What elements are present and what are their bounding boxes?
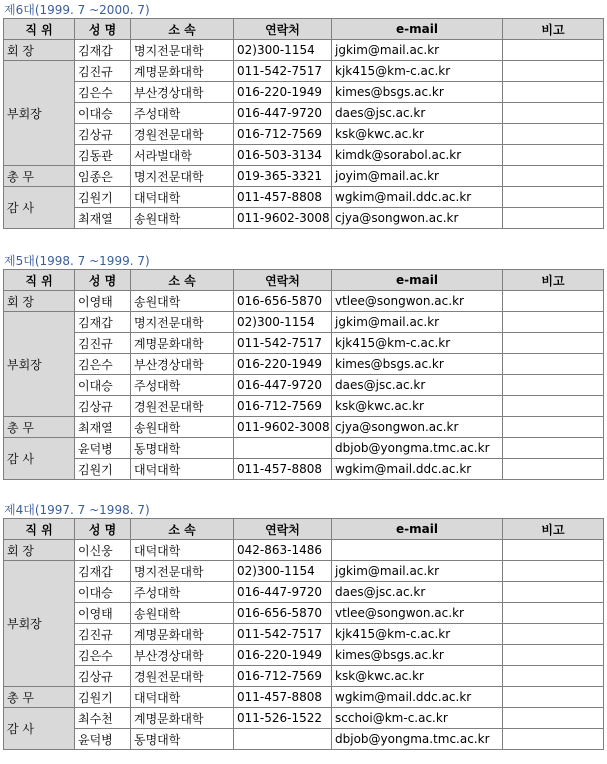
note-cell [503,375,604,396]
table-row [4,582,604,603]
name-cell: 김상규 [75,396,131,417]
column-header: 직 위 [4,270,75,291]
column-header: 비고 [503,519,604,540]
affiliation-cell: 부산경상대학 [131,645,234,666]
note-cell [503,438,604,459]
officer-table [3,18,604,229]
email-cell: jgkim@mail.ac.kr [332,312,503,333]
note-cell [503,666,604,687]
table-row [4,166,604,187]
table-row [4,103,604,124]
email-cell: kimdk@sorabol.ac.kr [332,145,503,166]
role-cell: 부회장 [4,561,75,687]
table-row [4,40,604,61]
role-cell: 감 사 [4,708,75,750]
name-cell: 최수천 [75,708,131,729]
column-header: 직 위 [4,19,75,40]
table-row [4,145,604,166]
name-cell: 이대승 [75,103,131,124]
name-cell: 윤덕병 [75,438,131,459]
table-row [4,354,604,375]
phone-cell: 011-457-8808 [234,687,332,708]
column-header: 연락처 [234,270,332,291]
phone-cell: 016-656-5870 [234,291,332,312]
table-row [4,666,604,687]
role-cell: 회 장 [4,540,75,561]
role-cell: 부회장 [4,61,75,166]
column-header: 성 명 [75,19,131,40]
email-cell: wgkim@mail.ddc.ac.kr [332,687,503,708]
name-cell: 이대승 [75,582,131,603]
phone-cell: 016-220-1949 [234,82,332,103]
role-cell: 총 무 [4,166,75,187]
phone-cell: 02)300-1154 [234,561,332,582]
note-cell [503,40,604,61]
affiliation-cell: 주성대학 [131,103,234,124]
affiliation-cell: 서라벌대학 [131,145,234,166]
email-cell: dbjob@yongma.tmc.ac.kr [332,729,503,750]
note-cell [503,61,604,82]
table-row [4,624,604,645]
email-cell: kimes@bsgs.ac.kr [332,354,503,375]
phone-cell: 02)300-1154 [234,40,332,61]
role-cell: 감 사 [4,187,75,229]
note-cell [503,124,604,145]
note-cell [503,582,604,603]
table-row [4,333,604,354]
table-row [4,312,604,333]
affiliation-cell: 송원대학 [131,417,234,438]
name-cell: 이대승 [75,375,131,396]
affiliation-cell: 송원대학 [131,291,234,312]
column-header: 연락처 [234,19,332,40]
name-cell: 김상규 [75,124,131,145]
note-cell [503,561,604,582]
column-header: e-mail [332,19,503,40]
phone-cell: 011-457-8808 [234,459,332,480]
note-cell [503,687,604,708]
affiliation-cell: 명지전문대학 [131,312,234,333]
table-row [4,540,604,561]
name-cell: 김재갑 [75,561,131,582]
note-cell [503,291,604,312]
table-row [4,208,604,229]
note-cell [503,145,604,166]
column-header: 소 속 [131,19,234,40]
role-cell: 회 장 [4,40,75,61]
table-row [4,187,604,208]
officer-table [3,518,604,750]
phone-cell: 016-220-1949 [234,645,332,666]
note-cell [503,333,604,354]
affiliation-cell: 경원전문대학 [131,666,234,687]
table-row [4,124,604,145]
note-cell [503,540,604,561]
note-cell [503,312,604,333]
phone-cell: 011-9602-3008 [234,208,332,229]
affiliation-cell: 동명대학 [131,729,234,750]
role-cell: 회 장 [4,291,75,312]
affiliation-cell: 부산경상대학 [131,82,234,103]
affiliation-cell: 계명문화대학 [131,61,234,82]
table-row [4,417,604,438]
table-row [4,561,604,582]
affiliation-cell: 계명문화대학 [131,708,234,729]
name-cell: 김재갑 [75,40,131,61]
email-cell: kimes@bsgs.ac.kr [332,82,503,103]
name-cell: 임종은 [75,166,131,187]
email-cell: ksk@kwc.ac.kr [332,396,503,417]
officer-table [3,269,604,480]
table-row [4,645,604,666]
email-cell: dbjob@yongma.tmc.ac.kr [332,438,503,459]
table-row [4,708,604,729]
table-row [4,459,604,480]
column-header: e-mail [332,519,503,540]
note-cell [503,645,604,666]
affiliation-cell: 주성대학 [131,375,234,396]
column-header: 성 명 [75,519,131,540]
column-header: e-mail [332,270,503,291]
name-cell: 이영태 [75,603,131,624]
section-title: 제4대(1997. 7 ~1998. 7) [4,503,150,517]
phone-cell: 016-712-7569 [234,124,332,145]
column-header: 비고 [503,270,604,291]
phone-cell: 02)300-1154 [234,312,332,333]
affiliation-cell: 명지전문대학 [131,561,234,582]
header-row [4,519,604,540]
section-title: 제5대(1998. 7 ~1999. 7) [4,254,150,268]
name-cell: 김상규 [75,666,131,687]
email-cell: daes@jsc.ac.kr [332,582,503,603]
affiliation-cell: 명지전문대학 [131,166,234,187]
name-cell: 김원기 [75,459,131,480]
affiliation-cell: 대덕대학 [131,187,234,208]
name-cell: 이영태 [75,291,131,312]
email-cell: kjk415@km-c.ac.kr [332,333,503,354]
phone-cell: 011-526-1522 [234,708,332,729]
phone-cell: 011-542-7517 [234,333,332,354]
email-cell: wgkim@mail.ddc.ac.kr [332,459,503,480]
column-header: 연락처 [234,519,332,540]
column-header: 직 위 [4,519,75,540]
table-row [4,375,604,396]
table-row [4,729,604,750]
email-cell: vtlee@songwon.ac.kr [332,291,503,312]
email-cell: scchoi@km-c.ac.kr [332,708,503,729]
phone-cell: 011-9602-3008 [234,417,332,438]
affiliation-cell: 동명대학 [131,438,234,459]
phone-cell: 042-863-1486 [234,540,332,561]
email-cell: joyim@mail.ac.kr [332,166,503,187]
affiliation-cell: 경원전문대학 [131,124,234,145]
name-cell: 김원기 [75,687,131,708]
note-cell [503,708,604,729]
note-cell [503,417,604,438]
name-cell: 이신웅 [75,540,131,561]
name-cell: 김진규 [75,624,131,645]
header-row [4,19,604,40]
phone-cell: 016-447-9720 [234,103,332,124]
role-cell: 총 무 [4,417,75,438]
note-cell [503,354,604,375]
table-row [4,61,604,82]
email-cell: wgkim@mail.ddc.ac.kr [332,187,503,208]
name-cell: 김동관 [75,145,131,166]
email-cell: daes@jsc.ac.kr [332,103,503,124]
role-cell: 감 사 [4,438,75,480]
phone-cell: 016-220-1949 [234,354,332,375]
note-cell [503,729,604,750]
name-cell: 최재열 [75,208,131,229]
name-cell: 윤덕병 [75,729,131,750]
affiliation-cell: 대덕대학 [131,459,234,480]
phone-cell: 019-365-3321 [234,166,332,187]
column-header: 비고 [503,19,604,40]
affiliation-cell: 대덕대학 [131,540,234,561]
email-cell: kimes@bsgs.ac.kr [332,645,503,666]
email-cell: jgkim@mail.ac.kr [332,561,503,582]
affiliation-cell: 주성대학 [131,582,234,603]
phone-cell: 016-447-9720 [234,375,332,396]
note-cell [503,459,604,480]
name-cell: 최재열 [75,417,131,438]
affiliation-cell: 부산경상대학 [131,354,234,375]
email-cell: cjya@songwon.ac.kr [332,417,503,438]
affiliation-cell: 경원전문대학 [131,396,234,417]
column-header: 소 속 [131,270,234,291]
table-row [4,603,604,624]
email-cell [332,540,503,561]
table-row [4,82,604,103]
note-cell [503,396,604,417]
name-cell: 김은수 [75,645,131,666]
table-row [4,438,604,459]
affiliation-cell: 대덕대학 [131,687,234,708]
role-cell: 부회장 [4,312,75,417]
email-cell: kjk415@km-c.ac.kr [332,624,503,645]
phone-cell [234,729,332,750]
phone-cell: 016-656-5870 [234,603,332,624]
name-cell: 김진규 [75,333,131,354]
name-cell: 김원기 [75,187,131,208]
phone-cell: 011-542-7517 [234,61,332,82]
phone-cell [234,438,332,459]
phone-cell: 016-503-3134 [234,145,332,166]
phone-cell: 011-457-8808 [234,187,332,208]
name-cell: 김은수 [75,82,131,103]
name-cell: 김진규 [75,61,131,82]
phone-cell: 011-542-7517 [234,624,332,645]
email-cell: kjk415@km-c.ac.kr [332,61,503,82]
table-row [4,291,604,312]
affiliation-cell: 계명문화대학 [131,333,234,354]
email-cell: daes@jsc.ac.kr [332,375,503,396]
section-title: 제6대(1999. 7 ~2000. 7) [4,3,150,17]
table-row [4,396,604,417]
note-cell [503,187,604,208]
email-cell: cjya@songwon.ac.kr [332,208,503,229]
name-cell: 김재갑 [75,312,131,333]
affiliation-cell: 송원대학 [131,603,234,624]
name-cell: 김은수 [75,354,131,375]
phone-cell: 016-447-9720 [234,582,332,603]
role-cell: 총 무 [4,687,75,708]
phone-cell: 016-712-7569 [234,396,332,417]
affiliation-cell: 송원대학 [131,208,234,229]
header-row [4,270,604,291]
affiliation-cell: 계명문화대학 [131,624,234,645]
email-cell: ksk@kwc.ac.kr [332,666,503,687]
table-row [4,687,604,708]
email-cell: ksk@kwc.ac.kr [332,124,503,145]
column-header: 성 명 [75,270,131,291]
note-cell [503,603,604,624]
email-cell: vtlee@songwon.ac.kr [332,603,503,624]
note-cell [503,166,604,187]
note-cell [503,82,604,103]
email-cell: jgkim@mail.ac.kr [332,40,503,61]
column-header: 소 속 [131,519,234,540]
note-cell [503,103,604,124]
phone-cell: 016-712-7569 [234,666,332,687]
affiliation-cell: 명지전문대학 [131,40,234,61]
note-cell [503,208,604,229]
note-cell [503,624,604,645]
